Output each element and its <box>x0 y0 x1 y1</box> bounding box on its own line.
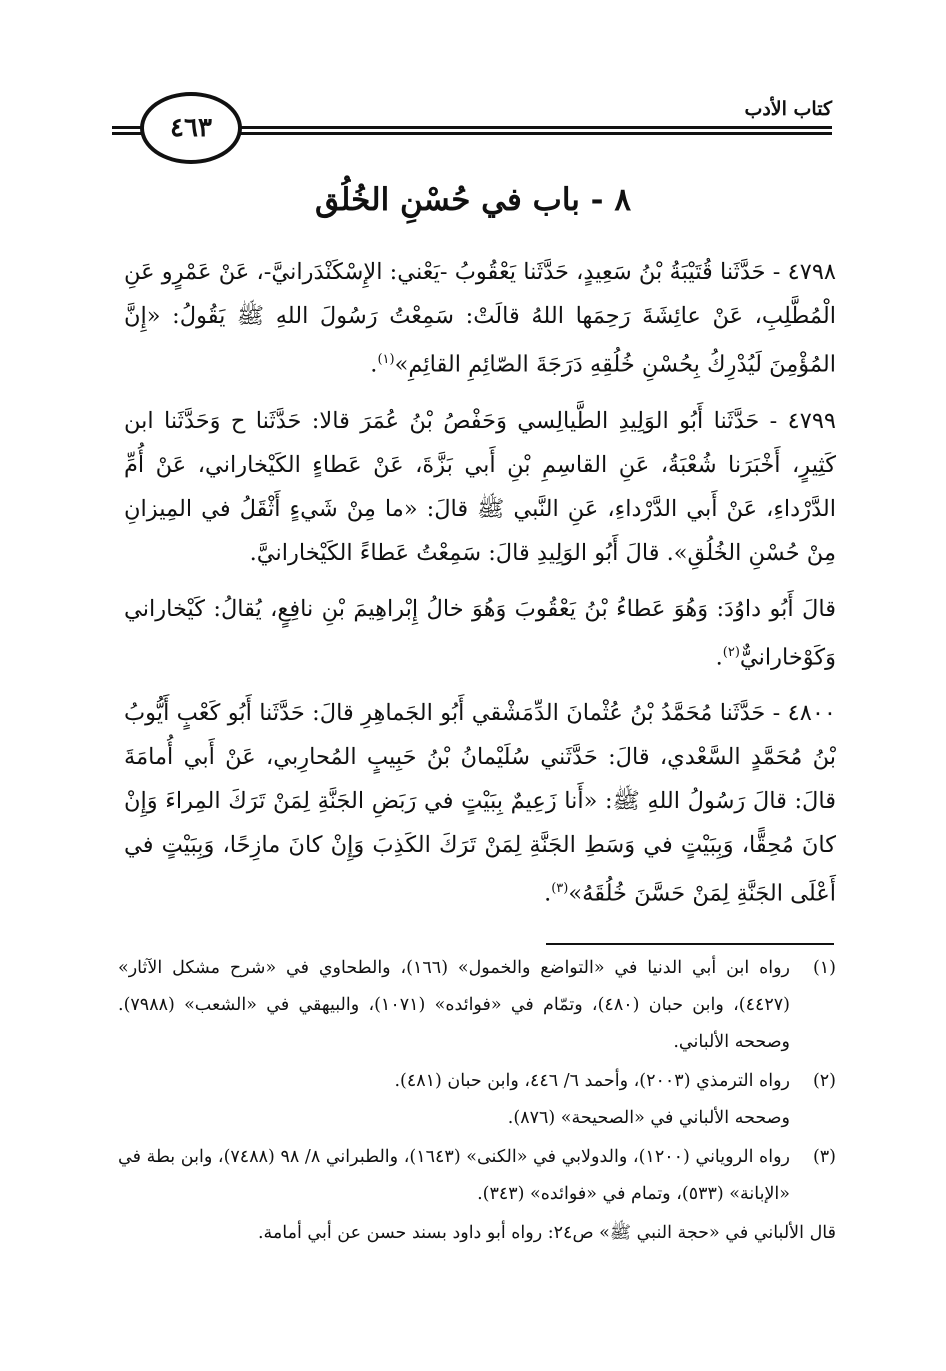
footnotes <box>118 950 836 1252</box>
footnote-note: وصححه الألباني في «الصحيحة» (٨٧٦). <box>507 1108 790 1128</box>
footnote <box>118 1139 836 1213</box>
footnote-separator <box>546 943 834 945</box>
footnote-number: (٣) <box>812 1147 836 1167</box>
page-number: ٤٦٣ <box>140 92 242 164</box>
hadith-paragraph: قالَ أَبُو داوُدَ: وَهُوَ عَطاءُ بْنُ يَعْقُوبَ وَهُوَ خالُ إِبْراهِيمَ بْنِ نافِعٍ، يُقالُ: كَيْخاراني وَكَوْخارانيٌّ$^{(٢)}$. <box>124 595 836 670</box>
footnote-text: رواه ابن أبي الدنيا في «التواضع والخمول» (١٦٦)، والطحاوي في «شرح مشكل الآثار» (٤٤٢٧)، وابن حبان (٤٨٠)، وتمّام في «فوائده» (١٠٧١)، والبيهقي في «الشعب» (٧٩٨٨). وصححه الألباني. <box>118 958 790 1052</box>
section-title: ٨ - باب في حُسْنِ الخُلُق <box>315 182 631 218</box>
footnote-text: رواه الترمذي (٢٠٠٣)، وأحمد ٦/ ٤٤٦، وابن حبان (٤٨١). <box>394 1071 790 1091</box>
chapter-title: كتاب الأدب <box>734 98 832 120</box>
footnote-note: قال الألباني في «حجة النبي ﷺ» ص٢٤: رواه أبو داود بسند حسن عن أبي أمامة. <box>257 1223 836 1243</box>
footnote <box>118 1063 836 1137</box>
hadith-paragraph: ٤٨٠٠ - حَدَّثَنا مُحَمَّدُ بْنُ عُثْمانَ الدِّمَشْقي أَبُو الجَماهِرِ قالَ: حَدَّثَنا أَبُو كَعْبٍ أَيُّوبُ بْنُ مُحَمَّدٍ السَّعْدي، قالَ: حَدَّثَني سُلَيْمانُ بْنُ حَبِيبٍ المُحارِبي، عَنْ أَبي أُمامَةَ قالَ: قالَ رَسُولُ اللهِ ﷺ: «أَنا زَعِيمٌ بِبَيْتٍ في رَبَضِ الجَنَّةِ لِمَنْ تَرَكَ المِراءَ وَإِنْ كانَ مُحِقًّا، وَبِبَيْتٍ في وَسَطِ الجَنَّةِ لِمَنْ تَرَكَ الكَذِبَ وَإِنْ كانَ مازِحًا، وَبِبَيْتٍ في أَعْلَى الجَنَّةِ لِمَنْ حَسَّنَ خُلُقَهُ»$^{(٣)}$. <box>124 700 836 907</box>
hadith-paragraph: ٤٧٩٨ - حَدَّثَنا قُتَيْبَةُ بْنُ سَعِيدٍ، حَدَّثَنا يَعْقُوبُ -يَعْني: الإِسْكَنْدَرانيَّ-، عَنْ عَمْرٍو عَنِ الْمُطَّلِبِ، عَنْ عائِشَةَ رَحِمَها اللهُ قالَتْ: سَمِعْتُ رَسُولَ اللهِ ﷺ يَقُولُ: «إِنَّ المُؤْمِنَ لَيُدْرِكُ بِحُسْنِ خُلُقِهِ دَرَجَةَ الصّائِمِ القائِمِ»$^{(١)}$. <box>124 259 836 378</box>
page-header <box>112 88 832 168</box>
footnote-text: رواه الروياني (١٢٠٠)، والدولابي في «الكنى» (١٦٤٣)، والطبراني ٨/ ٩٨ (٧٤٨٨)، وابن بطة في «الإبانة» (٥٣٣)، وتمام في «فوائده» (٣٤٣). <box>118 1147 790 1204</box>
footnote <box>118 950 836 1061</box>
footnote-number: (١) <box>812 958 836 978</box>
footnote-number: (٢) <box>812 1071 836 1091</box>
hadith-paragraph: ٤٧٩٩ - حَدَّثَنا أَبُو الوَلِيدِ الطَّيالِسي وَحَفْصُ بْنُ عُمَرَ قالا: حَدَّثَنا ح وَحَدَّثَنا ابن كَثِيرٍ، أَخْبَرَنا شُعْبَةُ، عَنِ القاسِمِ بْنِ أَبي بَزَّةَ، عَنْ عَطاءٍ الكَيْخاراني، عَنْ أُمِّ الدَّرْداءِ، عَنْ أَبي الدَّرْداءِ، عَنِ النَّبي ﷺ قالَ: «ما مِنْ شَيءٍ أَثْقَلُ في المِيزانِ مِنْ حُسْنِ الخُلُقِ». قالَ أَبُو الوَلِيدِ قالَ: سَمِعْتُ عَطاءً الكَيْخارانيَّ. <box>124 407 836 566</box>
main-text <box>124 250 836 928</box>
